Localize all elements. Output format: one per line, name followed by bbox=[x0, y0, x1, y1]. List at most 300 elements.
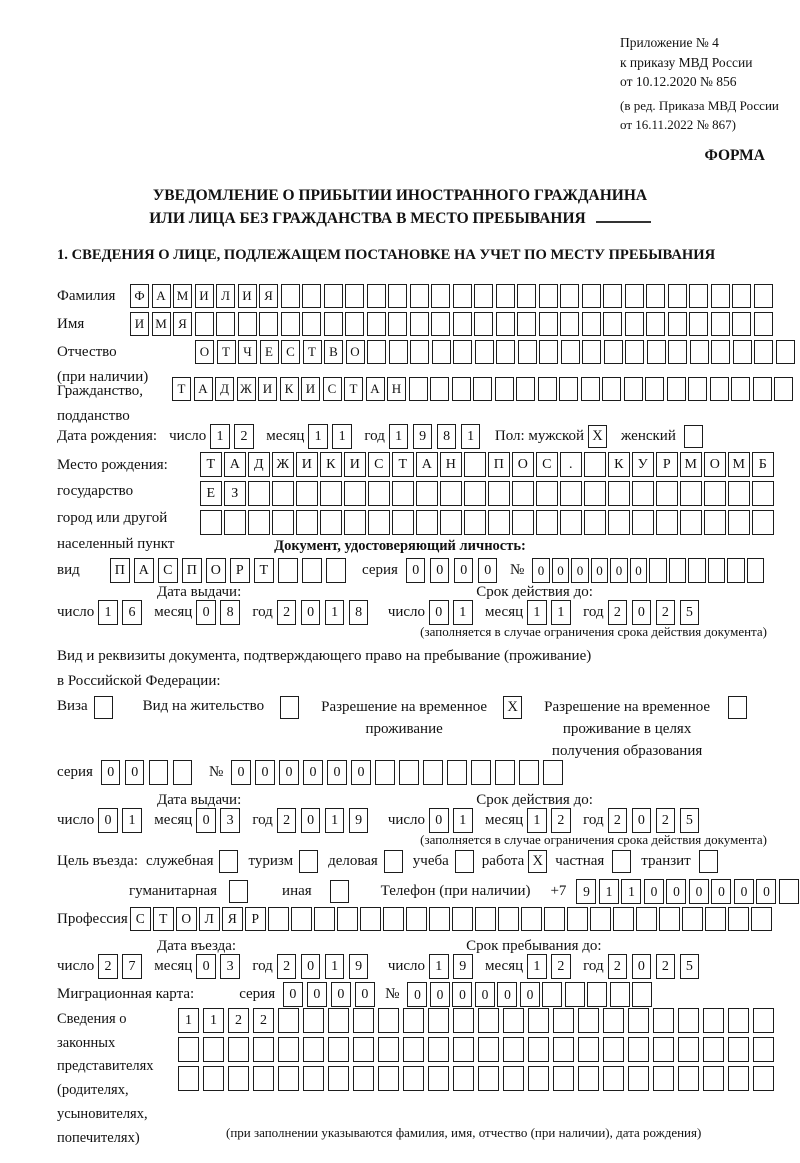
char-box bbox=[561, 340, 580, 364]
char-box: 0 bbox=[591, 558, 609, 583]
firstname-row bbox=[57, 312, 775, 336]
char-box bbox=[649, 558, 667, 583]
guardians-boxes-row3 bbox=[178, 1066, 778, 1091]
char-box bbox=[503, 1066, 524, 1091]
char-box: Т bbox=[153, 907, 174, 931]
char-box bbox=[647, 340, 666, 364]
char-box: 2 bbox=[253, 1008, 274, 1033]
char-box: 0 bbox=[452, 982, 472, 1007]
permit-dates-row bbox=[57, 808, 704, 833]
char-box bbox=[272, 481, 294, 506]
char-box bbox=[389, 340, 408, 364]
char-box bbox=[704, 510, 726, 535]
purpose-tourism-checkbox bbox=[299, 850, 318, 873]
char-box bbox=[432, 340, 451, 364]
id-dates-row bbox=[57, 600, 704, 625]
id-valid-label: Срок действия до: bbox=[476, 584, 593, 600]
char-box: 0 bbox=[644, 879, 664, 904]
char-box: 9 bbox=[413, 424, 433, 449]
char-box: Р bbox=[230, 558, 250, 583]
char-box bbox=[453, 1008, 474, 1033]
title-blank-underline bbox=[596, 221, 651, 223]
char-box bbox=[345, 312, 364, 336]
char-box: 7 bbox=[122, 954, 142, 979]
char-box bbox=[628, 1037, 649, 1062]
purpose-official-checkbox bbox=[219, 850, 238, 873]
char-box: 8 bbox=[349, 600, 369, 625]
birthdate-row bbox=[57, 424, 703, 449]
char-box: 1 bbox=[599, 879, 619, 904]
char-box bbox=[733, 340, 752, 364]
char-box: 1 bbox=[389, 424, 409, 449]
char-box: 0 bbox=[711, 879, 731, 904]
birthplace-boxes-row1 bbox=[200, 452, 776, 477]
char-box bbox=[705, 907, 726, 931]
guardians-boxes-col bbox=[178, 1008, 778, 1141]
year-label: год bbox=[583, 958, 604, 974]
char-box: 1 bbox=[551, 600, 571, 625]
char-box: 0 bbox=[734, 879, 754, 904]
entry-dates-row bbox=[57, 954, 704, 979]
char-box bbox=[653, 1066, 674, 1091]
char-box bbox=[503, 1008, 524, 1033]
char-box bbox=[328, 1037, 349, 1062]
char-box: 0 bbox=[125, 760, 145, 785]
revision-line: от 16.11.2022 № 867) bbox=[620, 117, 737, 132]
char-box bbox=[703, 1066, 724, 1091]
char-box bbox=[732, 312, 751, 336]
char-box bbox=[753, 377, 772, 401]
char-box: Я bbox=[222, 907, 243, 931]
char-box: У bbox=[632, 452, 654, 477]
purpose-humanitarian-checkbox bbox=[229, 880, 248, 903]
entry-date-headers bbox=[57, 938, 602, 955]
birthplace-boxes-col bbox=[200, 452, 776, 535]
char-box bbox=[656, 510, 678, 535]
char-box bbox=[613, 907, 634, 931]
char-box: 2 bbox=[608, 600, 628, 625]
char-box: Ж bbox=[272, 452, 294, 477]
permit-valid-label: Срок действия до: bbox=[476, 792, 593, 808]
citizenship-boxes bbox=[172, 377, 796, 401]
char-box bbox=[248, 510, 270, 535]
identity-doc-heading: Документ, удостоверяющий личность: bbox=[274, 538, 526, 554]
char-box: Т bbox=[217, 340, 236, 364]
char-box bbox=[704, 481, 726, 506]
char-box bbox=[281, 284, 300, 308]
char-box bbox=[732, 284, 751, 308]
sex-male-checkbox: X bbox=[588, 425, 607, 448]
char-box bbox=[228, 1066, 249, 1091]
char-box bbox=[478, 1008, 499, 1033]
purpose-humanitarian-label: гуманитарная bbox=[129, 883, 218, 899]
permit-valid-month-boxes bbox=[527, 808, 575, 833]
char-box bbox=[678, 1066, 699, 1091]
birth-year-boxes bbox=[389, 424, 485, 449]
char-box bbox=[710, 377, 729, 401]
month-label: месяц bbox=[266, 428, 305, 444]
char-box bbox=[603, 284, 622, 308]
char-box bbox=[326, 558, 346, 583]
char-box bbox=[625, 284, 644, 308]
birthplace-label: Место рождения: государство город или другой населенный пункт bbox=[57, 457, 175, 552]
id-validity-note: (заполняется в случае ограничения срока действия документа) bbox=[420, 624, 767, 639]
char-box bbox=[528, 1066, 549, 1091]
year-label: год bbox=[252, 604, 273, 620]
char-box: 9 bbox=[349, 808, 369, 833]
char-box bbox=[680, 510, 702, 535]
purpose-study-checkbox bbox=[455, 850, 474, 873]
char-box bbox=[578, 1037, 599, 1062]
char-box bbox=[753, 1066, 774, 1091]
temp-permit-label: Разрешение на временное проживание bbox=[321, 699, 488, 737]
char-box bbox=[464, 452, 486, 477]
char-box: А bbox=[416, 452, 438, 477]
char-box: 1 bbox=[308, 424, 328, 449]
doc-type-label: вид bbox=[57, 562, 80, 578]
profession-label: Профессия bbox=[57, 910, 128, 927]
char-box bbox=[559, 377, 578, 401]
patronymic-boxes bbox=[195, 340, 797, 364]
char-box: С bbox=[158, 558, 178, 583]
migration-card-row bbox=[57, 982, 655, 1007]
appendix-line: к приказу МВД России bbox=[620, 54, 753, 70]
char-box bbox=[539, 284, 558, 308]
permit-issue-label: Дата выдачи: bbox=[157, 792, 242, 808]
char-box: К bbox=[608, 452, 630, 477]
citizenship-row bbox=[57, 377, 796, 429]
id-valid-day-boxes bbox=[429, 600, 477, 625]
char-box: 0 bbox=[301, 808, 321, 833]
char-box bbox=[578, 1066, 599, 1091]
id-number-boxes bbox=[532, 558, 766, 583]
char-box: Ж bbox=[237, 377, 256, 401]
char-box bbox=[645, 377, 664, 401]
phone-label: Телефон (при наличии) bbox=[380, 883, 531, 899]
profession-row bbox=[57, 907, 774, 931]
char-box: 0 bbox=[632, 808, 652, 833]
year-label: год bbox=[583, 812, 604, 828]
char-box bbox=[302, 284, 321, 308]
char-box: А bbox=[366, 377, 385, 401]
char-box bbox=[565, 982, 585, 1007]
char-box bbox=[320, 510, 342, 535]
char-box bbox=[496, 284, 515, 308]
char-box bbox=[302, 312, 321, 336]
char-box bbox=[378, 1066, 399, 1091]
char-box bbox=[669, 558, 687, 583]
char-box: 2 bbox=[98, 954, 118, 979]
char-box bbox=[680, 481, 702, 506]
char-box bbox=[296, 510, 318, 535]
char-box: 6 bbox=[122, 600, 142, 625]
permit-series-row bbox=[57, 760, 567, 785]
residence-permit-checkbox bbox=[280, 696, 299, 719]
char-box bbox=[632, 510, 654, 535]
char-box bbox=[752, 481, 774, 506]
char-box bbox=[632, 481, 654, 506]
id-issue-year-boxes bbox=[277, 600, 373, 625]
char-box bbox=[754, 284, 773, 308]
char-box bbox=[488, 481, 510, 506]
char-box bbox=[423, 760, 443, 785]
char-box: 9 bbox=[349, 954, 369, 979]
char-box bbox=[278, 1008, 299, 1033]
char-box: 0 bbox=[689, 879, 709, 904]
char-box: С bbox=[368, 452, 390, 477]
char-box bbox=[453, 284, 472, 308]
char-box: 0 bbox=[406, 558, 426, 583]
char-box bbox=[512, 481, 534, 506]
day-label: число bbox=[387, 604, 426, 620]
char-box: И bbox=[301, 377, 320, 401]
char-box: 0 bbox=[231, 760, 251, 785]
day-label: число bbox=[57, 604, 95, 620]
revision-reference bbox=[620, 96, 779, 134]
char-box bbox=[478, 1066, 499, 1091]
birthplace-boxes-row2 bbox=[200, 481, 776, 506]
char-box bbox=[353, 1066, 374, 1091]
char-box: И bbox=[258, 377, 277, 401]
char-box bbox=[751, 907, 772, 931]
char-box: А bbox=[134, 558, 154, 583]
char-box: 1 bbox=[461, 424, 481, 449]
char-box bbox=[337, 907, 358, 931]
char-box bbox=[367, 312, 386, 336]
char-box: 2 bbox=[608, 808, 628, 833]
char-box: 2 bbox=[234, 424, 254, 449]
char-box bbox=[521, 907, 542, 931]
char-box bbox=[752, 510, 774, 535]
char-box bbox=[453, 312, 472, 336]
stay-day-boxes bbox=[429, 954, 477, 979]
phone-prefix: +7 bbox=[550, 883, 567, 899]
char-box bbox=[668, 340, 687, 364]
char-box: Л bbox=[216, 284, 235, 308]
char-box bbox=[582, 312, 601, 336]
id-issue-month-boxes bbox=[196, 600, 244, 625]
char-box bbox=[590, 907, 611, 931]
entry-day-boxes bbox=[98, 954, 146, 979]
residence-doc-line1: Вид и реквизиты документа, подтверждающего право на пребывание (проживание) bbox=[57, 648, 592, 664]
char-box: 0 bbox=[307, 982, 327, 1007]
char-box bbox=[584, 510, 606, 535]
char-box bbox=[453, 1066, 474, 1091]
char-box bbox=[503, 1037, 524, 1062]
char-box: 1 bbox=[178, 1008, 199, 1033]
purpose-label: Цель въезда: bbox=[57, 853, 138, 869]
char-box bbox=[324, 284, 343, 308]
char-box bbox=[278, 558, 298, 583]
month-label: месяц bbox=[154, 812, 193, 828]
day-label: число bbox=[387, 958, 426, 974]
char-box bbox=[471, 760, 491, 785]
month-label: месяц bbox=[154, 958, 193, 974]
series-label: серия bbox=[57, 764, 93, 780]
char-box bbox=[678, 1037, 699, 1062]
id-issue-day-boxes bbox=[98, 600, 146, 625]
char-box: С bbox=[130, 907, 151, 931]
char-box: 2 bbox=[551, 954, 571, 979]
char-box: 1 bbox=[210, 424, 230, 449]
char-box bbox=[703, 1008, 724, 1033]
purpose-study-label: учеба bbox=[412, 853, 449, 869]
firstname-boxes bbox=[130, 312, 775, 336]
char-box bbox=[538, 377, 557, 401]
char-box: 2 bbox=[277, 954, 297, 979]
char-box bbox=[410, 312, 429, 336]
char-box bbox=[560, 284, 579, 308]
char-box bbox=[539, 312, 558, 336]
id-date-headers bbox=[57, 584, 593, 601]
char-box: 0 bbox=[520, 982, 540, 1007]
char-box bbox=[682, 907, 703, 931]
char-box: 0 bbox=[301, 954, 321, 979]
char-box: М bbox=[152, 312, 171, 336]
citizenship-label: Гражданство, подданство bbox=[57, 383, 144, 424]
char-box: Т bbox=[254, 558, 274, 583]
char-box: Р bbox=[245, 907, 266, 931]
number-label: № bbox=[208, 764, 224, 780]
char-box: 0 bbox=[279, 760, 299, 785]
sex-female-checkbox bbox=[684, 425, 703, 448]
char-box bbox=[431, 312, 450, 336]
char-box bbox=[753, 1008, 774, 1033]
char-box: 1 bbox=[325, 600, 345, 625]
purpose-tourism-label: туризм bbox=[248, 853, 294, 869]
residence-doc-types-row bbox=[57, 696, 747, 762]
char-box bbox=[728, 481, 750, 506]
char-box bbox=[587, 982, 607, 1007]
char-box bbox=[272, 510, 294, 535]
char-box bbox=[268, 907, 289, 931]
char-box bbox=[728, 1008, 749, 1033]
char-box bbox=[667, 377, 686, 401]
appendix-line: от 10.12.2020 № 856 bbox=[620, 74, 737, 89]
char-box: 1 bbox=[122, 808, 142, 833]
char-box: А bbox=[224, 452, 246, 477]
char-box: 0 bbox=[303, 760, 323, 785]
char-box: 3 bbox=[220, 808, 240, 833]
char-box: М bbox=[173, 284, 192, 308]
char-box: А bbox=[194, 377, 213, 401]
char-box: Т bbox=[392, 452, 414, 477]
char-box bbox=[173, 760, 193, 785]
surname-boxes bbox=[130, 284, 775, 308]
char-box bbox=[429, 907, 450, 931]
char-box bbox=[200, 510, 222, 535]
char-box bbox=[646, 312, 665, 336]
char-box: С bbox=[281, 340, 300, 364]
char-box bbox=[392, 510, 414, 535]
char-box: 2 bbox=[608, 954, 628, 979]
char-box: П bbox=[182, 558, 202, 583]
char-box bbox=[403, 1037, 424, 1062]
purpose-work-label: работа bbox=[481, 853, 525, 869]
char-box bbox=[728, 510, 750, 535]
purpose-transit-checkbox bbox=[699, 850, 718, 873]
guardians-label: Сведения о законных представителях (родителях, усыновителях, попечителях) bbox=[57, 1011, 154, 1146]
char-box bbox=[452, 377, 471, 401]
char-box: Б bbox=[752, 452, 774, 477]
char-box bbox=[731, 377, 750, 401]
char-box bbox=[360, 907, 381, 931]
char-box: 0 bbox=[98, 808, 118, 833]
char-box bbox=[378, 1008, 399, 1033]
visa-label: Виза bbox=[57, 698, 88, 714]
char-box: Т bbox=[344, 377, 363, 401]
char-box: 0 bbox=[430, 558, 450, 583]
char-box bbox=[475, 907, 496, 931]
char-box bbox=[544, 907, 565, 931]
permit-number-boxes bbox=[231, 760, 567, 785]
char-box: 0 bbox=[610, 558, 628, 583]
char-box: 0 bbox=[196, 808, 216, 833]
char-box bbox=[345, 284, 364, 308]
purpose-private-checkbox bbox=[612, 850, 631, 873]
char-box bbox=[281, 312, 300, 336]
char-box bbox=[302, 558, 322, 583]
char-box bbox=[416, 510, 438, 535]
char-box bbox=[353, 1037, 374, 1062]
permit-date-headers bbox=[57, 792, 593, 809]
char-box bbox=[581, 377, 600, 401]
char-box bbox=[610, 982, 630, 1007]
patronymic-label: Отчество (при наличии) bbox=[57, 344, 149, 385]
series-label: серия bbox=[362, 562, 398, 578]
char-box bbox=[368, 510, 390, 535]
char-box bbox=[512, 510, 534, 535]
char-box bbox=[428, 1008, 449, 1033]
char-box: 0 bbox=[666, 879, 686, 904]
char-box: 5 bbox=[680, 808, 700, 833]
char-box bbox=[303, 1037, 324, 1062]
char-box: 1 bbox=[621, 879, 641, 904]
char-box bbox=[754, 312, 773, 336]
char-box bbox=[582, 340, 601, 364]
char-box bbox=[496, 340, 515, 364]
month-label: месяц bbox=[485, 604, 524, 620]
stay-month-boxes bbox=[527, 954, 575, 979]
char-box bbox=[388, 284, 407, 308]
surname-label: Фамилия bbox=[57, 287, 116, 304]
char-box: 0 bbox=[571, 558, 589, 583]
char-box bbox=[636, 907, 657, 931]
char-box bbox=[475, 340, 494, 364]
char-box bbox=[410, 340, 429, 364]
char-box: 1 bbox=[453, 600, 473, 625]
revision-line: (в ред. Приказа МВД России bbox=[620, 98, 779, 113]
purpose-business-label: деловая bbox=[328, 853, 378, 869]
entry-year-boxes bbox=[277, 954, 373, 979]
permit-issue-month-boxes bbox=[196, 808, 244, 833]
char-box: 2 bbox=[656, 808, 676, 833]
char-box: О bbox=[206, 558, 226, 583]
char-box: 0 bbox=[196, 954, 216, 979]
char-box bbox=[399, 760, 419, 785]
char-box bbox=[428, 1037, 449, 1062]
entry-date-label: Дата въезда: bbox=[157, 938, 237, 954]
char-box bbox=[474, 284, 493, 308]
char-box: Д bbox=[248, 452, 270, 477]
char-box bbox=[517, 312, 536, 336]
char-box bbox=[328, 1008, 349, 1033]
id-valid-month-boxes bbox=[527, 600, 575, 625]
stay-until-label: Срок пребывания до: bbox=[466, 938, 602, 954]
stay-year-boxes bbox=[608, 954, 704, 979]
char-box bbox=[584, 452, 606, 477]
char-box: 0 bbox=[532, 558, 550, 583]
